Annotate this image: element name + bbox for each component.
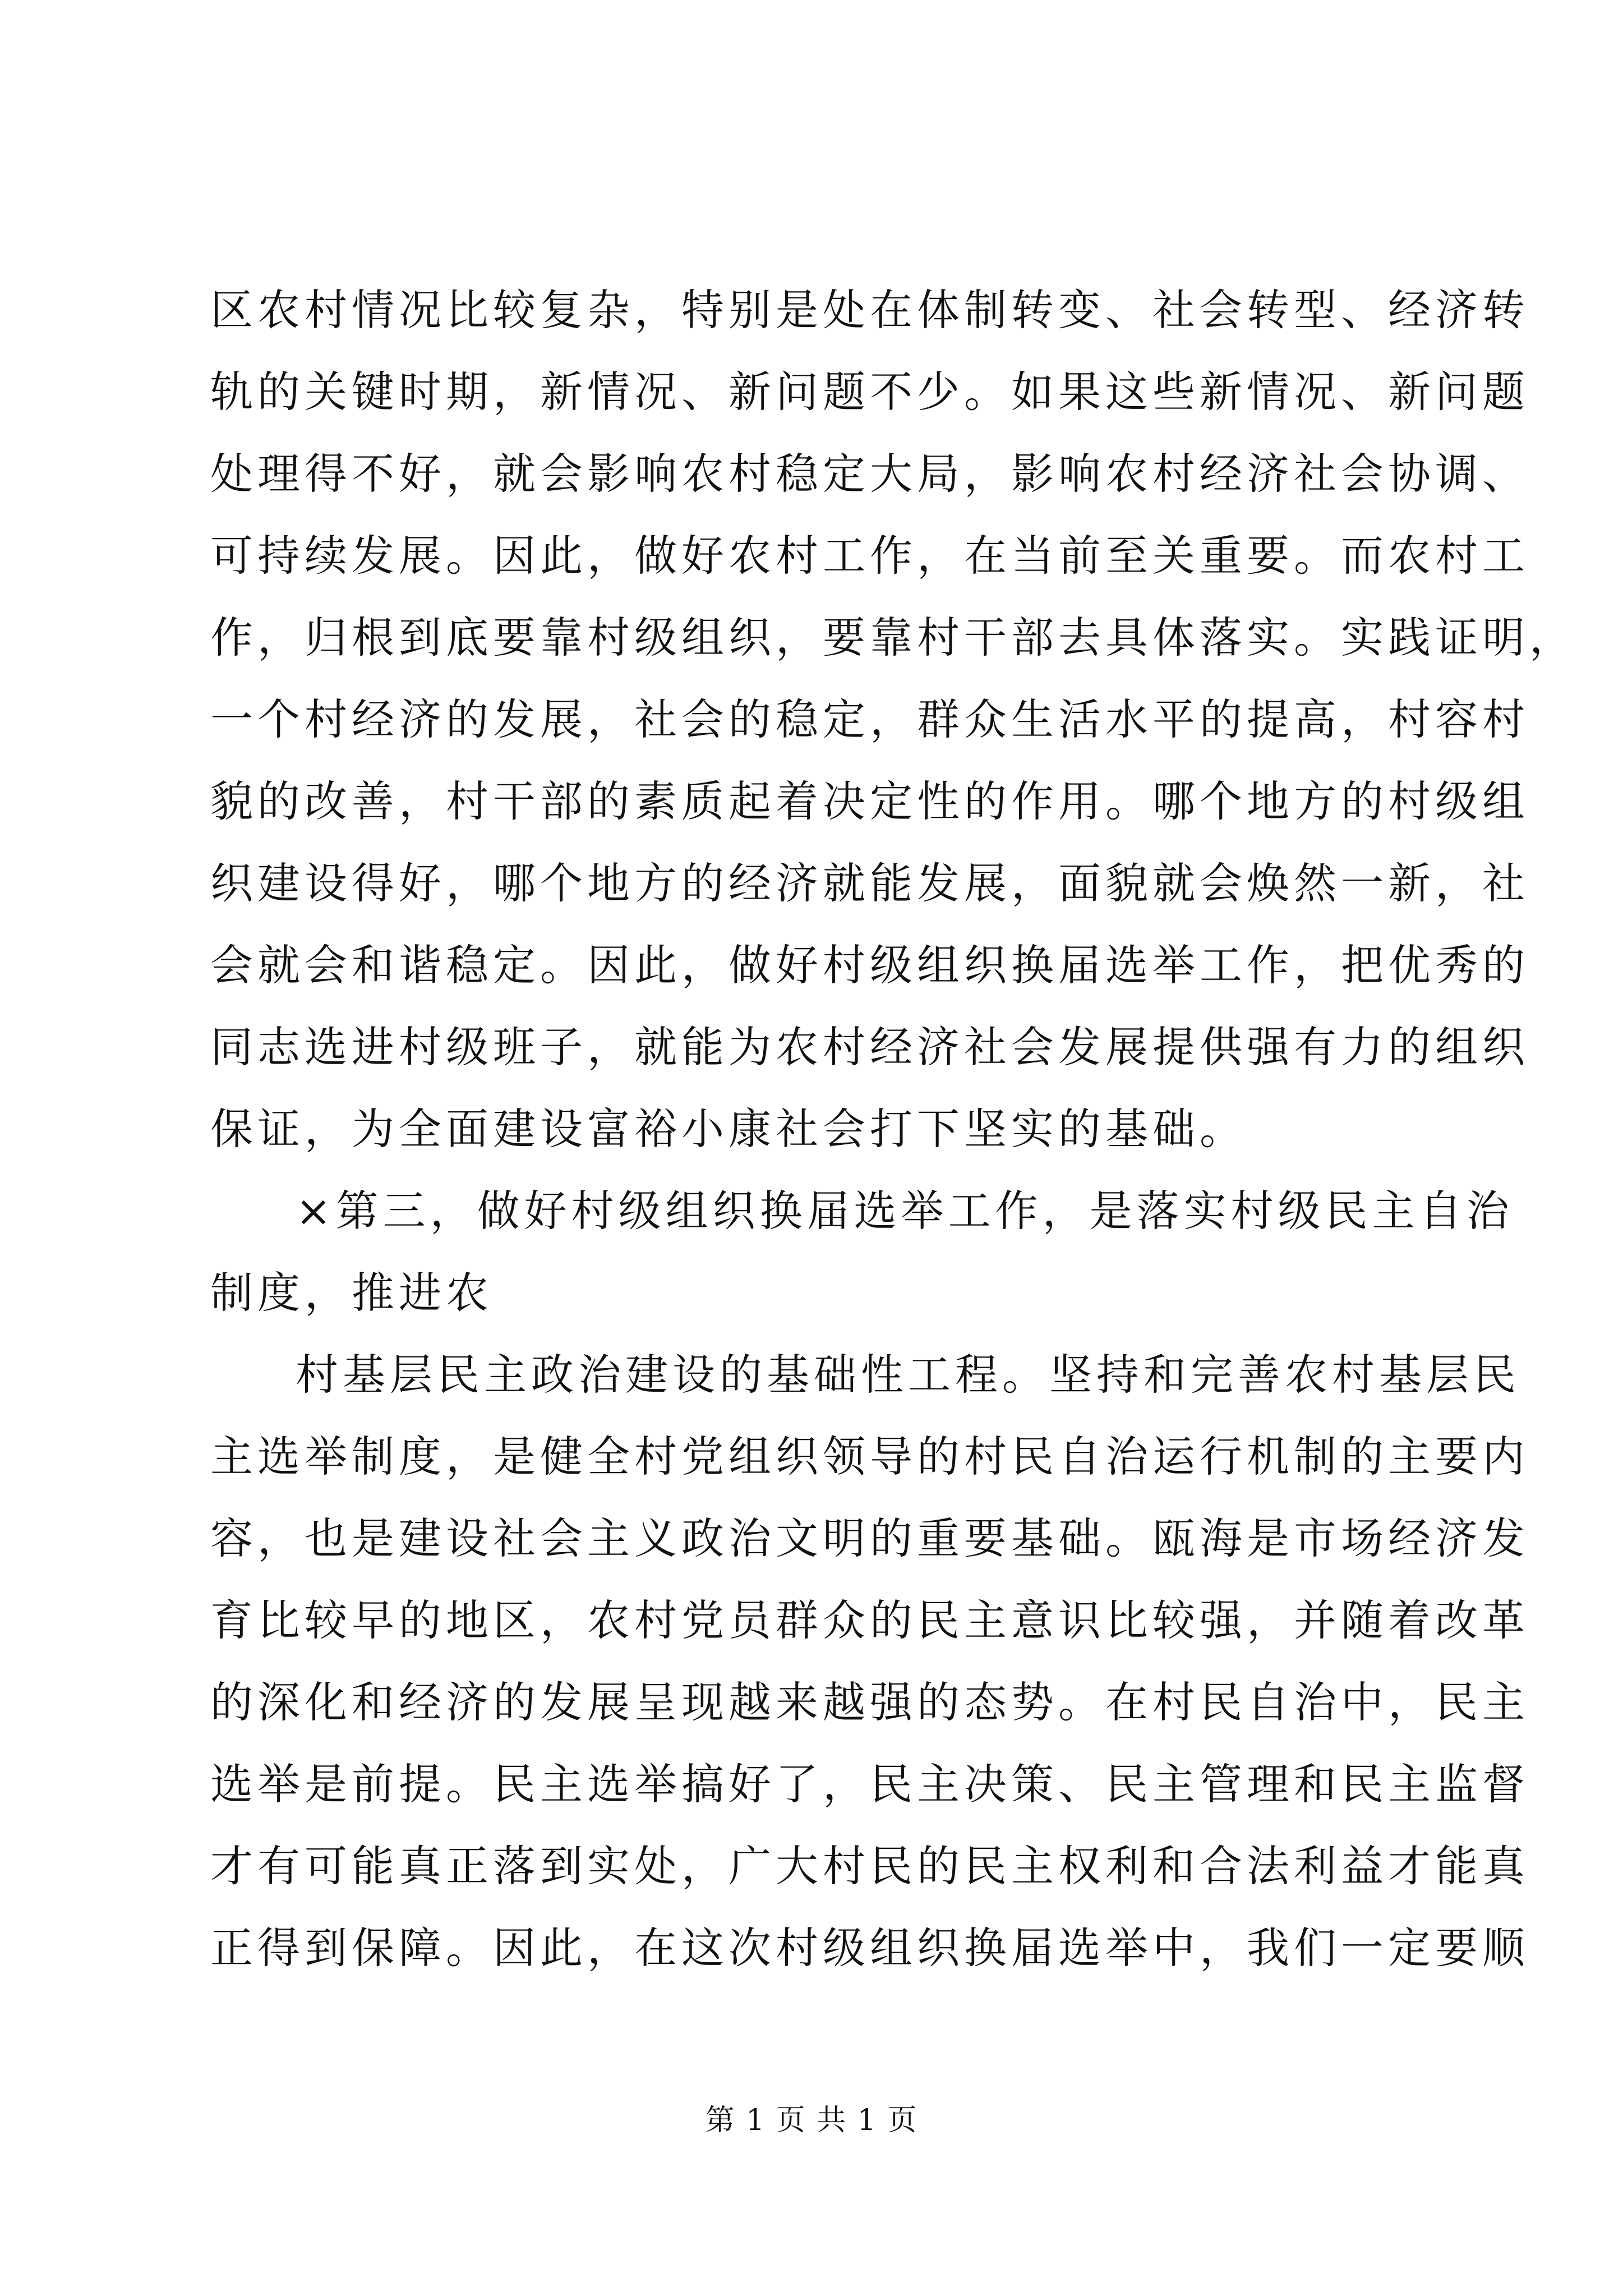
text-line: 的深化和经济的发展呈现越来越强的态势。在村民自治中，民主 — [210, 1677, 1529, 1727]
text-line: 容，也是建设社会主义政治文明的重要基础。瓯海是市场经济发 — [210, 1513, 1529, 1563]
text-line: 一个村经济的发展，社会的稳定，群众生活水平的提高，村容村 — [210, 694, 1529, 744]
text-line: 主选举制度，是健全村党组织领导的村民自治运行机制的主要内 — [210, 1432, 1529, 1481]
paragraph-start-line: ×第三，做好村级组织换届选举工作，是落实村级民主自治 — [296, 1186, 1514, 1236]
text-line: 处理得不好，就会影响农村稳定大局，影响农村经济社会协调、 — [210, 449, 1529, 499]
text-line: 区农村情况比较复杂，特别是处在体制转变、社会转型、经济转 — [210, 285, 1529, 335]
text-line: 同志选进村级班子，就能为农村经济社会发展提供强有力的组织 — [210, 1022, 1529, 1072]
body-text — [210, 269, 1576, 1989]
page-number-footer: 第 1 页 共 1 页 — [705, 2104, 918, 2137]
text-line: 作，归根到底要靠村级组织，要靠村干部去具体落实。实践证明， — [210, 613, 1576, 662]
text-line: 织建设得好，哪个地方的经济就能发展，面貌就会焕然一新，社 — [210, 858, 1529, 908]
text-line: 育比较早的地区，农村党员群众的民主意识比较强，并随着改革 — [210, 1595, 1529, 1645]
text-line: 可持续发展。因此，做好农村工作，在当前至关重要。而农村工 — [210, 531, 1529, 581]
text-line: 正得到保障。因此，在这次村级组织换届选举中，我们一定要顺 — [210, 1923, 1529, 1973]
text-line: 才有可能真正落到实处，广大村民的民主权利和合法利益才能真 — [210, 1841, 1529, 1891]
paragraph-start-line: 村基层民主政治建设的基础性工程。坚持和完善农村基层民 — [296, 1350, 1520, 1400]
text-line: 保证，为全面建设富裕小康社会打下坚实的基础。 — [210, 1104, 1247, 1154]
text-line: 貌的改善，村干部的素质起着决定性的作用。哪个地方的村级组 — [210, 776, 1529, 826]
text-line: 会就会和谐稳定。因此，做好村级组织换届选举工作，把优秀的 — [210, 940, 1529, 990]
text-line: 轨的关键时期，新情况、新问题不少。如果这些新情况、新问题 — [210, 367, 1529, 417]
text-line: 选举是前提。民主选举搞好了，民主决策、民主管理和民主监督 — [210, 1759, 1529, 1809]
text-line: 制度，推进农 — [210, 1268, 493, 1318]
